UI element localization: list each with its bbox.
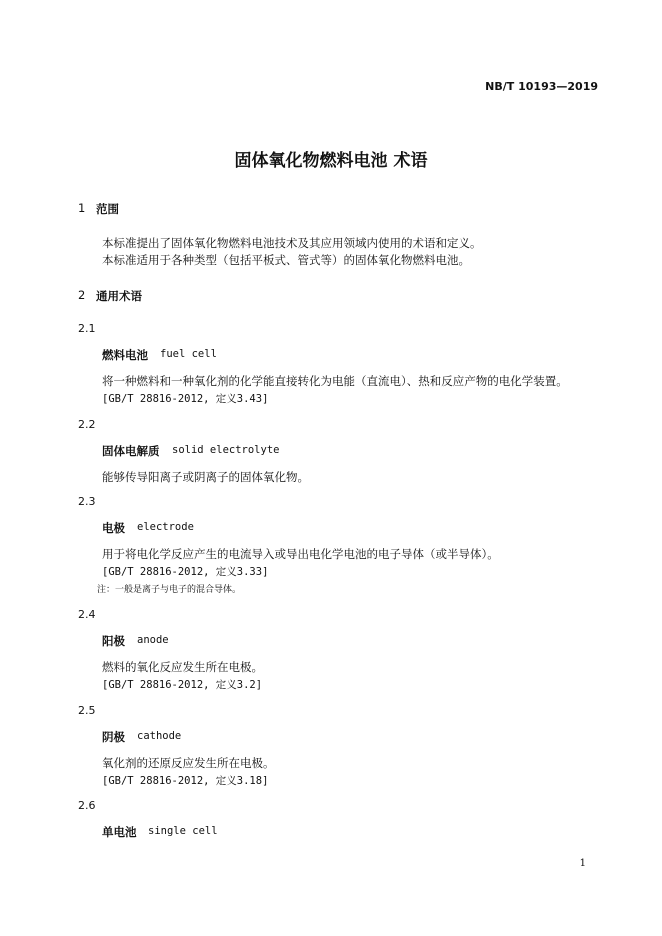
section-2-title: 通用术语 (96, 289, 142, 303)
document-title: 固体氧化物燃料电池 术语 (234, 151, 428, 171)
term-definition: 燃料的氧化反应发生所在电极。 (102, 660, 263, 674)
term-chinese: 单电池 (102, 825, 137, 839)
term-chinese: 阴极 (102, 730, 125, 744)
term-number: 2.2 (78, 418, 96, 431)
page-number: 1 (579, 858, 586, 869)
term-chinese: 阳极 (102, 634, 125, 648)
term-chinese: 燃料电池 (102, 348, 148, 362)
term-reference: [GB/T 28816-2012, 定义3.33] (102, 566, 269, 578)
term-number: 2.6 (78, 799, 96, 812)
term-english: electrode (137, 521, 194, 533)
term-note: 注：一般是离子与电子的混合导体。 (97, 585, 242, 595)
term-reference: [GB/T 28816-2012, 定义3.2] (102, 679, 263, 691)
term-definition: 用于将电化学反应产生的电流导入或导出电化学电池的电子导体（或半导体）。 (102, 547, 499, 561)
term-chinese: 固体电解质 (102, 444, 160, 458)
term-english: fuel cell (160, 348, 217, 360)
term-number: 2.3 (78, 495, 96, 508)
term-english: single cell (148, 825, 218, 837)
section-1-title: 范围 (96, 202, 119, 216)
section-2-number: 2 (78, 288, 86, 302)
term-english: anode (137, 634, 169, 646)
term-reference: [GB/T 28816-2012, 定义3.43] (102, 393, 269, 405)
term-chinese: 电极 (102, 521, 125, 535)
section-1-number: 1 (78, 201, 86, 215)
term-definition: 能够传导阳离子或阴离子的固体氧化物。 (102, 470, 309, 484)
term-english: solid electrolyte (172, 444, 280, 456)
term-number: 2.4 (78, 608, 96, 621)
term-reference: [GB/T 28816-2012, 定义3.18] (102, 775, 269, 787)
term-english: cathode (137, 730, 182, 742)
term-number: 2.1 (78, 322, 96, 335)
section-1-paragraph: 本标准提出了固体氧化物燃料电池技术及其应用领域内使用的术语和定义。 (102, 236, 482, 250)
term-number: 2.5 (78, 704, 96, 717)
term-definition: 氧化剂的还原反应发生所在电极。 (102, 756, 275, 770)
section-1-paragraph: 本标准适用于各种类型（包括平板式、管式等）的固体氧化物燃料电池。 (102, 253, 470, 267)
document-code: NB/T 10193—2019 (485, 80, 598, 93)
term-definition: 将一种燃料和一种氧化剂的化学能直接转化为电能（直流电）、热和反应产物的电化学装置。 (102, 374, 568, 388)
